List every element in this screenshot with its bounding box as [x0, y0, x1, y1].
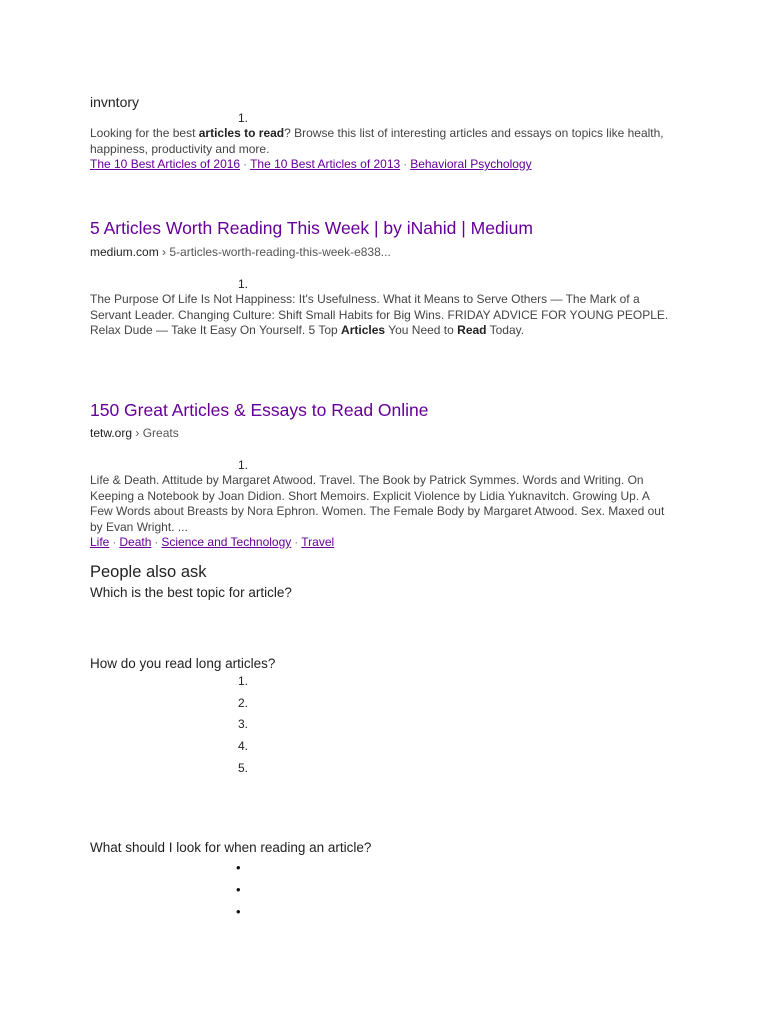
snippet-bold: articles to read	[198, 126, 285, 140]
result2-path: › 5-articles-worth-reading-this-week-e838...	[158, 245, 391, 259]
snippet-text: ? Browse this list of interesting articles and essays on topics like health, happiness, productivity and more.	[90, 126, 664, 156]
result2-snippet	[90, 292, 680, 339]
separator: ·	[112, 535, 117, 549]
list-number: 2.	[238, 696, 249, 710]
sitelink-death[interactable]: Death	[119, 535, 152, 549]
result2-number: 1.	[238, 277, 249, 291]
people-also-ask-heading: People also ask	[90, 563, 207, 581]
result2-url[interactable]	[90, 245, 391, 259]
bullet-point: •	[236, 860, 241, 875]
question-best-topic[interactable]: Which is the best topic for article?	[90, 585, 292, 600]
question-what-to-look-for[interactable]: What should I look for when reading an article?	[90, 840, 372, 855]
snippet-text: You Need to	[385, 323, 458, 337]
question-read-long-articles[interactable]: How do you read long articles?	[90, 656, 276, 671]
result3-domain: tetw.org	[90, 426, 133, 440]
separator: ·	[154, 535, 159, 549]
result3-url[interactable]	[90, 426, 179, 440]
snippet-text: Looking for the best	[90, 126, 199, 140]
top-text: invntory	[90, 94, 140, 110]
sitelink-travel[interactable]: Travel	[301, 535, 335, 549]
bullet-point: •	[236, 882, 241, 897]
result1-snippet	[90, 126, 675, 157]
snippet-bold: Read	[457, 323, 487, 337]
list-number: 1.	[238, 674, 249, 688]
result3-sitelinks	[90, 535, 334, 549]
sitelink-best-2016[interactable]: The 10 Best Articles of 2016	[90, 157, 241, 171]
bullet-point: •	[236, 904, 241, 919]
separator: ·	[243, 157, 248, 171]
snippet-bold: Articles	[341, 323, 386, 337]
snippet-text: Today.	[486, 323, 525, 337]
result2-domain: medium.com	[90, 245, 159, 259]
result1-sitelinks	[90, 157, 532, 171]
list-number: 3.	[238, 717, 249, 731]
separator: ·	[294, 535, 299, 549]
result3-title-link[interactable]: 150 Great Articles & Essays to Read Online	[90, 400, 429, 420]
result3-snippet: Life & Death. Attitude by Margaret Atwood. Travel. The Book by Patrick Symmes. Words and Writing. On Keeping a Notebook by Joan Didion. Short Memoirs. Explicit Violence by Lidia Yuknavitch. Growing Up. A Few Words about Breasts by Nora Ephron. Women. The Female Body by Margaret Atwood. Sex. Maxed out by Evan Wright. ...	[90, 473, 665, 534]
result2-title-link[interactable]: 5 Articles Worth Reading This Week | by iNahid | Medium	[90, 218, 533, 238]
list-number: 5.	[238, 761, 249, 775]
result3-path: › Greats	[132, 426, 179, 440]
sitelink-behavioral-psychology[interactable]: Behavioral Psychology	[410, 157, 532, 171]
sitelink-science-technology[interactable]: Science and Technology	[161, 535, 292, 549]
list-number: 4.	[238, 739, 249, 753]
result1-number: 1.	[238, 111, 249, 125]
result3-number: 1.	[238, 458, 249, 472]
sitelink-best-2013[interactable]: The 10 Best Articles of 2013	[250, 157, 401, 171]
snippet-text: The Purpose Of Life Is Not Happiness: It's Usefulness. What it Means to Serve Others — The Mark of a Servant Leader. Changing Culture: Shift Small Habits for Big Wins. FRIDAY ADVICE FOR YOUNG PEOPLE. Relax Dude — Take It Easy On Yourself. 5 Top	[90, 292, 669, 337]
separator: ·	[403, 157, 408, 171]
sitelink-life[interactable]: Life	[90, 535, 110, 549]
